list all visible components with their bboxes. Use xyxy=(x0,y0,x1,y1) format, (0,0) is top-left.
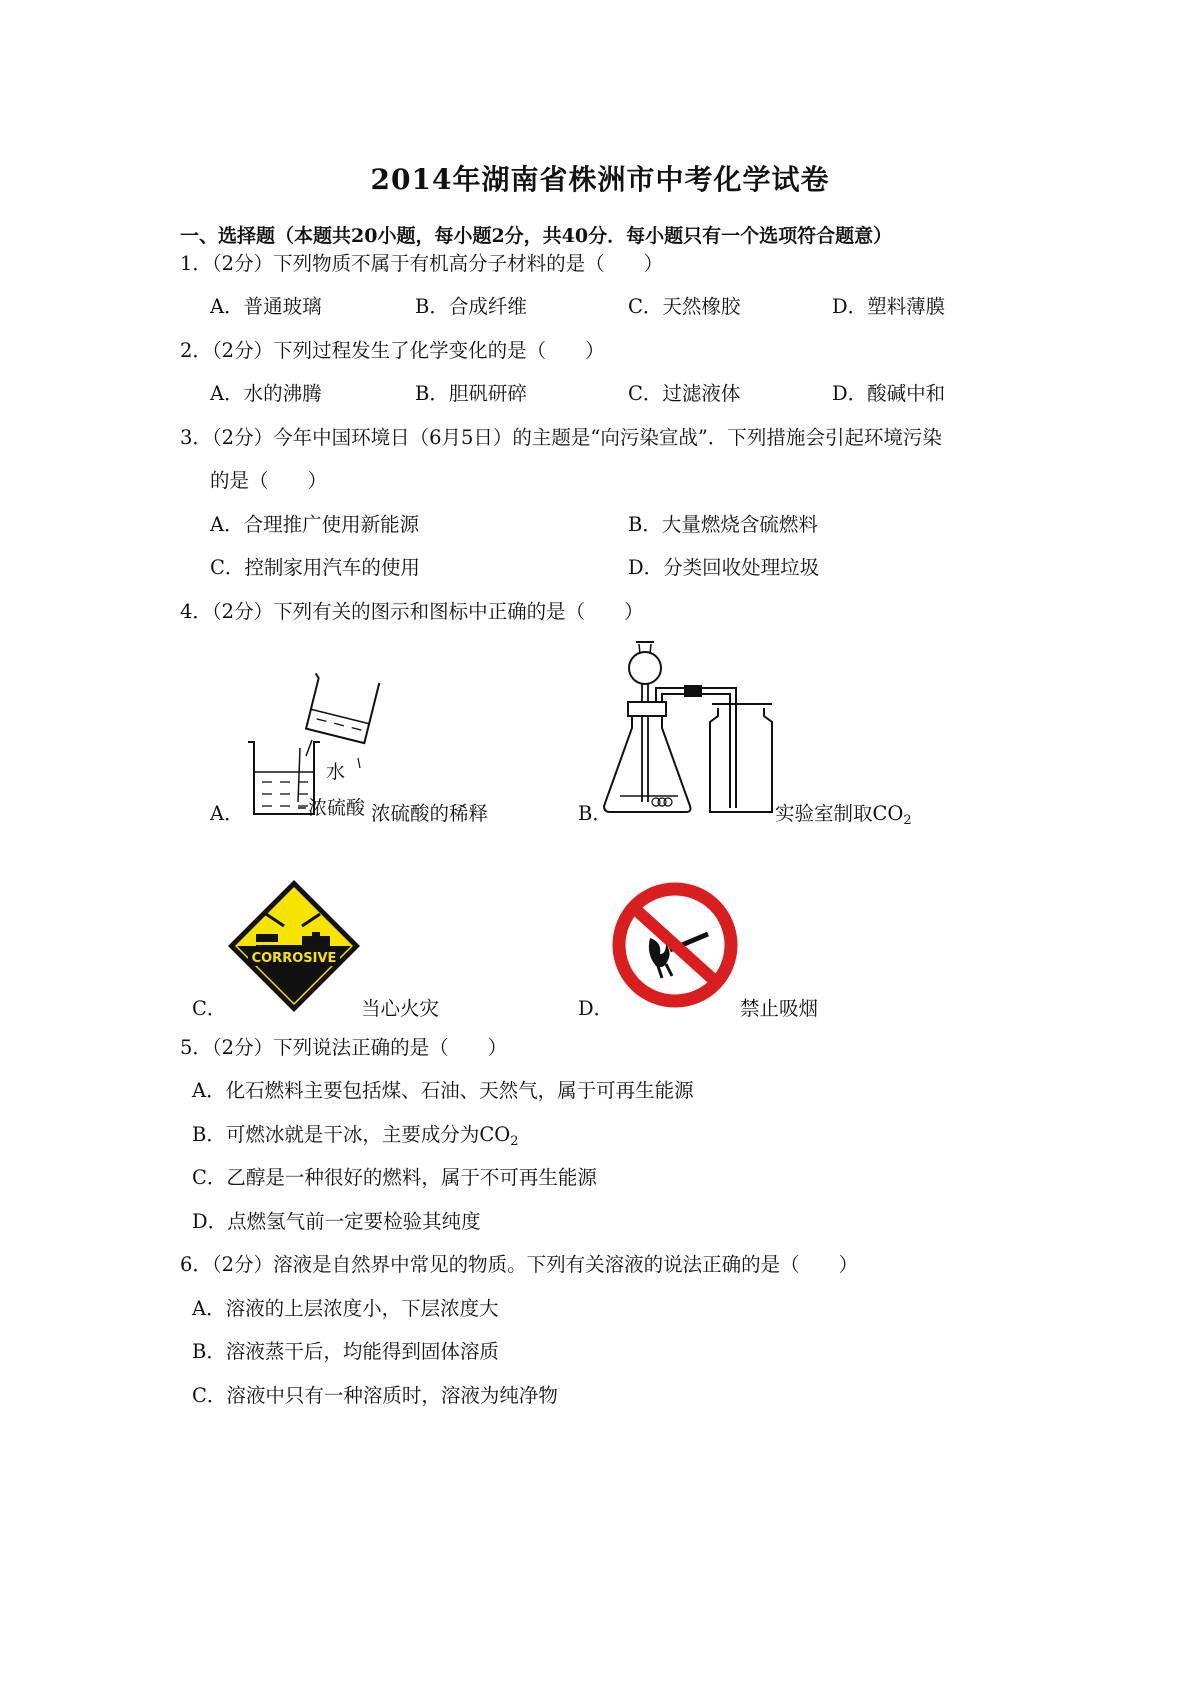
question-4-option-a-label: 浓硫酸的稀释 xyxy=(371,802,489,825)
question-4-stem: 4．（2分）下列有关的图示和图标中正确的是（ ） xyxy=(180,600,644,623)
question-3-option-d: D．分类回收处理垃圾 xyxy=(628,556,820,579)
question-1-option-c: C．天然橡胶 xyxy=(628,295,741,318)
question-1-stem: 1．（2分）下列物质不属于有机高分子材料的是（ ） xyxy=(180,252,664,275)
no-smoking-sign-figure xyxy=(610,880,740,1010)
question-2-stem: 2．（2分）下列过程发生了化学变化的是（ ） xyxy=(180,339,605,362)
question-1-option-a: A．普通玻璃 xyxy=(210,295,322,318)
fig-c-text: CORROSIVE xyxy=(251,951,337,966)
corrosive-sign-figure xyxy=(226,878,362,1014)
question-5-option-b: B．可燃冰就是干冰，主要成分为$CO_2$ xyxy=(192,1123,519,1149)
question-5-option-a: A．化石燃料主要包括煤、石油、天然气，属于可再生能源 xyxy=(192,1079,694,1102)
question-4-option-b-letter: B． xyxy=(578,802,612,825)
page-title: 2014年湖南省株洲市中考化学试卷 xyxy=(370,163,830,196)
question-6-option-c: C．溶液中只有一种溶质时，溶液为纯净物 xyxy=(192,1384,558,1407)
section-heading: 一、选择题（本题共20小题，每小题2分，共40分．每小题只有一个选项符合题意） xyxy=(180,225,893,247)
question-4-option-a-letter: A． xyxy=(210,802,244,825)
question-1-option-b: B．合成纤维 xyxy=(415,295,527,318)
question-2-option-c: C．过滤液体 xyxy=(628,382,741,405)
question-3-option-b: B．大量燃烧含硫燃料 xyxy=(628,513,818,536)
question-4-option-d-letter: D． xyxy=(578,997,614,1020)
question-2-option-d: D．酸碱中和 xyxy=(832,382,946,405)
fig-a-acid-label: 浓硫酸 xyxy=(308,797,366,819)
fig-a-water-label: 水 xyxy=(326,761,346,783)
question-4-option-c-label: 当心火灾 xyxy=(361,997,440,1020)
question-6-stem: 6．（2分）溶液是自然界中常见的物质。下列有关溶液的说法正确的是（ ） xyxy=(180,1253,859,1276)
question-4-option-c-letter: C． xyxy=(192,997,227,1020)
question-3-option-c: C．控制家用汽车的使用 xyxy=(210,556,420,579)
question-3-option-a: A．合理推广使用新能源 xyxy=(210,513,420,536)
question-5-option-c: C．乙醇是一种很好的燃料，属于不可再生能源 xyxy=(192,1166,597,1189)
question-5-stem: 5．（2分）下列说法正确的是（ ） xyxy=(180,1036,508,1059)
question-1-option-d: D．塑料薄膜 xyxy=(832,295,946,318)
question-2-option-a: A．水的沸腾 xyxy=(210,382,322,405)
acid-dilution-figure xyxy=(240,660,410,820)
question-5-option-d: D．点燃氢气前一定要检验其纯度 xyxy=(192,1210,481,1233)
co2-apparatus-figure xyxy=(600,636,775,821)
question-3-stem-cont: 的是（ ） xyxy=(210,469,328,492)
question-2-option-b: B．胆矾研碎 xyxy=(415,382,527,405)
question-4-option-b-label: 实验室制取$CO_2$ xyxy=(775,802,912,828)
question-6-option-b: B．溶液蒸干后，均能得到固体溶质 xyxy=(192,1340,499,1363)
question-3-stem: 3．（2分）今年中国环境日（6月5日）的主题是“向污染宣战”．下列措施会引起环境污染 xyxy=(180,426,942,449)
question-6-option-a: A．溶液的上层浓度小，下层浓度大 xyxy=(192,1297,499,1320)
question-4-option-d-label: 禁止吸烟 xyxy=(740,997,819,1020)
